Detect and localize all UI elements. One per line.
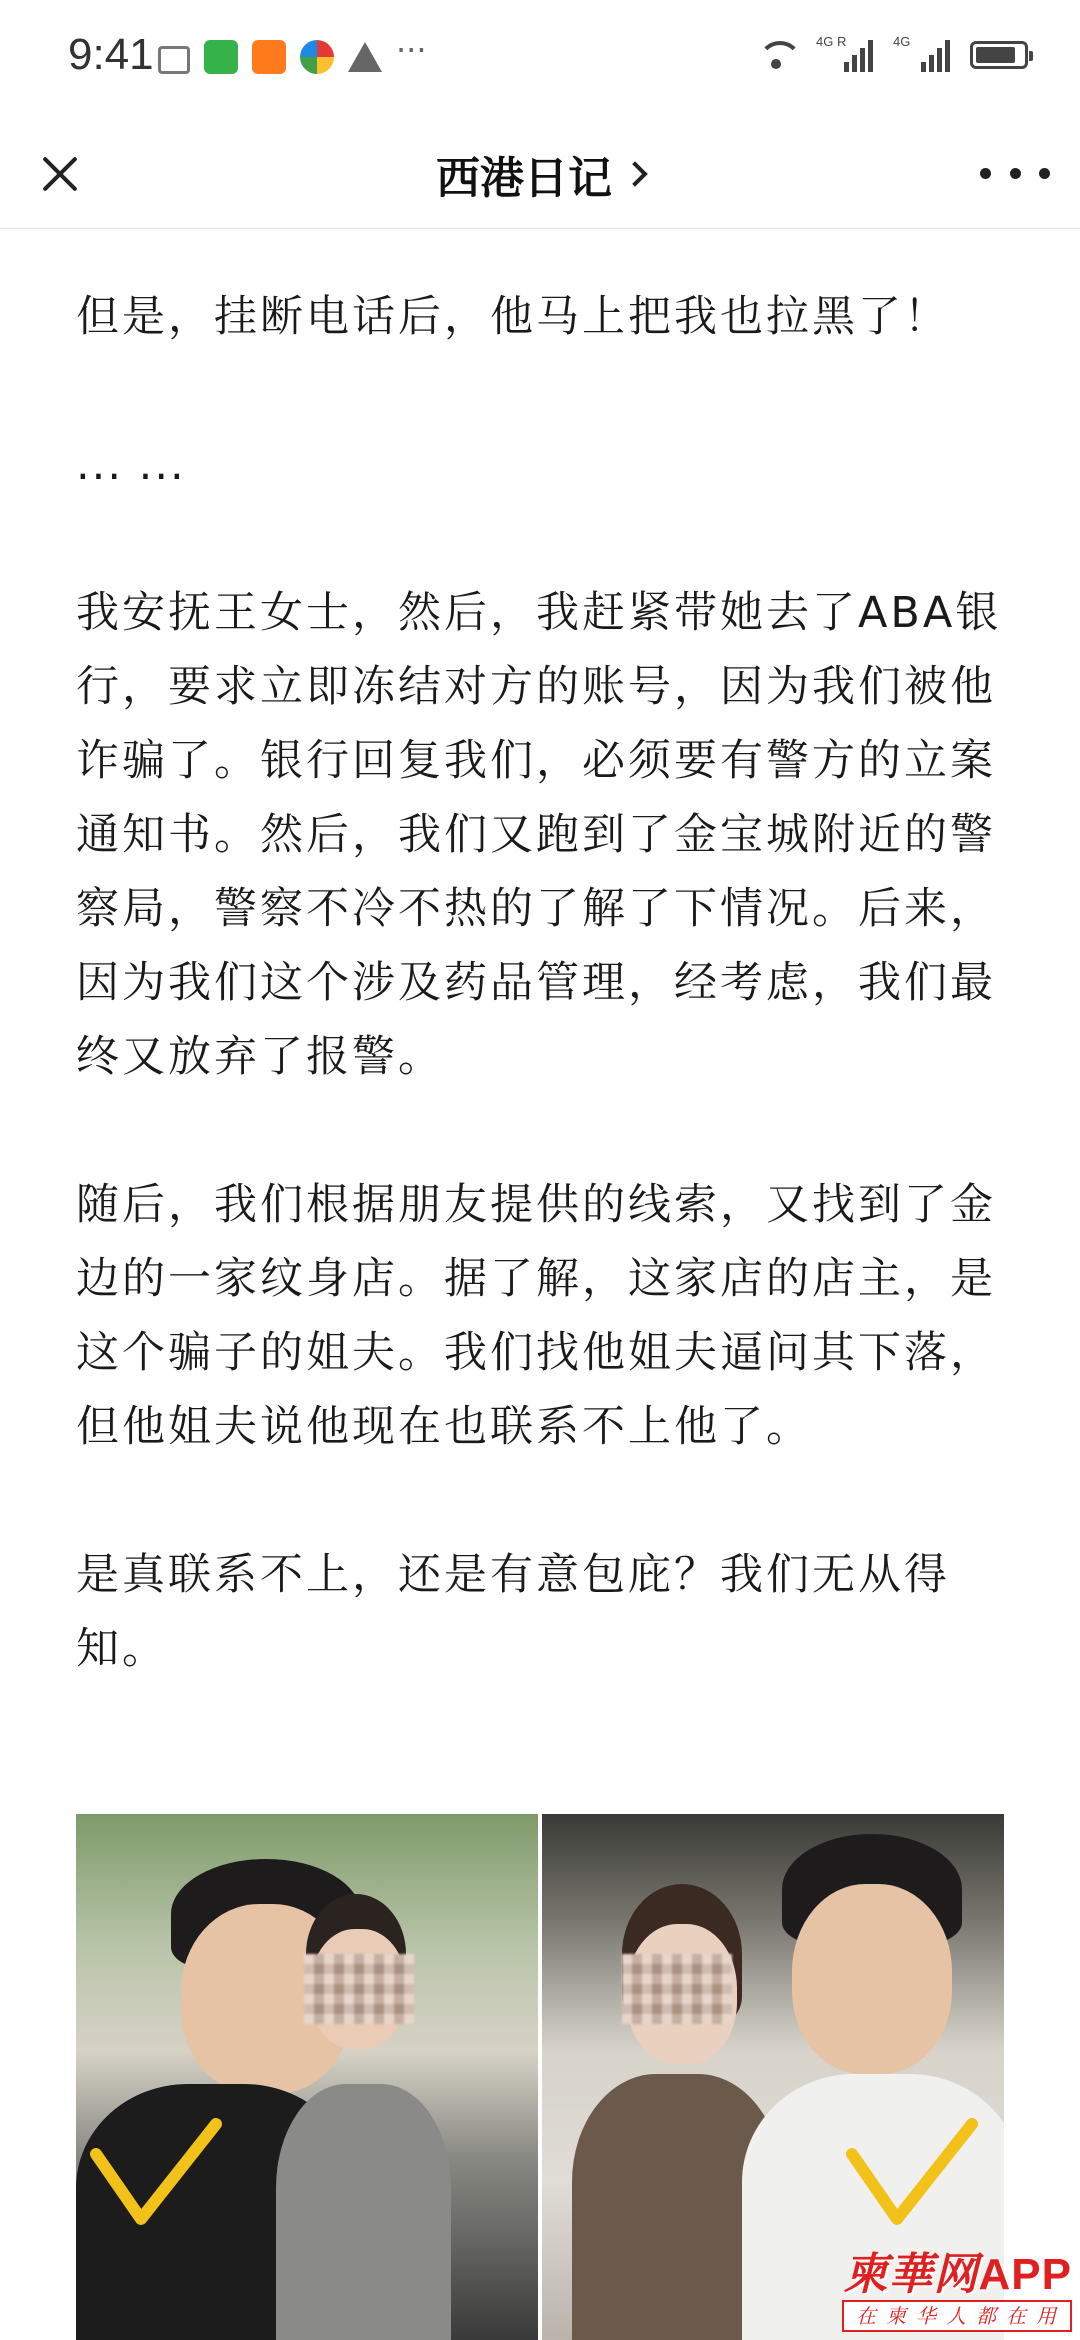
signal-icon (893, 34, 950, 72)
more-dot (1010, 168, 1021, 179)
warning-icon (348, 42, 382, 72)
watermark-brand-name: 柬華网 (843, 2249, 979, 2300)
article-paragraph: 是真联系不上，还是有意包庇？我们无从得知。 (76, 1550, 950, 1674)
status-time: 9:41 (68, 30, 154, 79)
watermark-brand (812, 2250, 1072, 2300)
app-notification-icon (300, 40, 334, 74)
watermark-app: APP (978, 2250, 1072, 2299)
battery-icon (970, 41, 1028, 69)
face-shape (792, 1884, 952, 2074)
network-type-label: 4G R (816, 34, 847, 49)
article-ellipsis: ... ... (76, 440, 186, 490)
signal-icon (816, 34, 873, 72)
watermark-logo (812, 2250, 1072, 2336)
more-notifications-icon: ··· (396, 31, 427, 69)
network-type-label: 4G (893, 34, 911, 49)
page-title: 西港日记 (436, 153, 612, 204)
account-title-link[interactable] (0, 142, 1080, 206)
article-paragraph: 我安抚王女士，然后，我赶紧带她去了ABA银行，要求立即冻结对方的账号，因为我们被他诈骗了。银行回复我们，必须要有警方的立案通知书。然后，我们又跑到了金宝城附近的警察局，警察不冷不热的了解了下情况。后来，因为我们这个涉及药品管理，经考虑，我们最终又放弃了报警。 (76, 588, 1002, 1082)
article-paragraph: 但是，挂断电话后，他马上把我也拉黑了！ (76, 292, 950, 342)
checkmark-icon (86, 2114, 226, 2234)
blurred-face (622, 1954, 732, 2024)
photo-left (76, 1814, 538, 2340)
app-notification-icon (204, 40, 238, 74)
wifi-icon (756, 39, 796, 71)
more-dot (1039, 168, 1050, 179)
chevron-right-icon (622, 161, 647, 186)
watermark-slogan: 在柬华人都在用 (842, 2300, 1072, 2332)
more-options-button[interactable] (980, 148, 1050, 198)
battery-level (976, 47, 1015, 63)
status-indicators (756, 34, 1028, 72)
folder-icon (158, 46, 190, 74)
nav-header (0, 118, 1080, 229)
article-body (76, 280, 1006, 1760)
status-bar (0, 0, 1080, 118)
shirt-shape (276, 2084, 451, 2340)
checkmark-icon (842, 2114, 982, 2234)
app-notification-icon (252, 40, 286, 74)
notification-icons (158, 31, 427, 74)
article-paragraph: 随后，我们根据朋友提供的线索，又找到了金边的一家纹身店。据了解，这家店的店主，是这个骗子的姐夫。我们找他姐夫逼问其下落，但他姐夫说他现在也联系不上他了。 (76, 1180, 996, 1452)
more-dot (980, 168, 991, 179)
blurred-face (304, 1954, 414, 2024)
